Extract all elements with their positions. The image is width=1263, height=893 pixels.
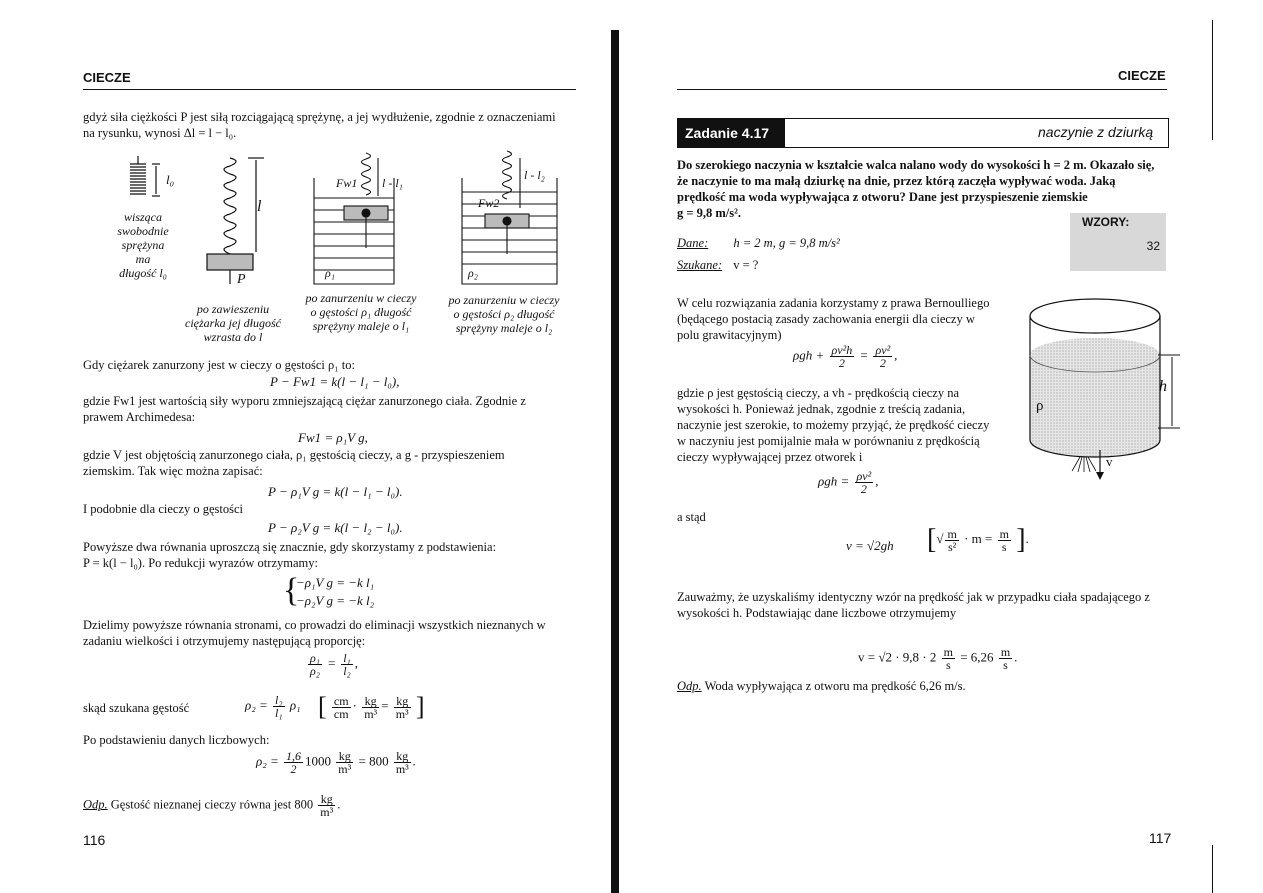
velocity-formula: v = √2gh — [846, 538, 894, 553]
right-answer: Odp. Woda wypływająca z otworu ma prędkość 6,26 m/s. — [677, 679, 966, 693]
simplified-equation: ρgh = $\frac{\text{ρv²}}{2}$ , — [818, 469, 879, 496]
left-p7: skąd szukana gęstość — [83, 701, 190, 715]
bernoulli-equation: ρgh + $\frac{\text{ρv²h}}{2}$ = $\frac{\text{ρv²}}{2}$ , — [793, 343, 898, 370]
right-p2d: w naczyniu jest pomijalnie mała w porównaniu z prędkością — [677, 434, 980, 448]
left-p3b: ziemskim. Tak więc można zapisać: — [83, 464, 263, 478]
task-text-3: prędkość ma woda wypływająca z otworu? Dane jest przyspieszenie ziemskie — [677, 190, 1088, 204]
left-intro-line1: gdyż siła ciężkości P jest siłą rozciągającą sprężynę, a jej wydłużenie, zgodnie z oznaczeniami — [83, 110, 556, 124]
right-p1a: W celu rozwiązania zadania korzystamy z prawa Bernoulliego — [677, 296, 990, 310]
result-formula: ρ₂ = $\frac{\text{l₂}}{\text{l₁}}$ ρ₁ — [245, 693, 301, 720]
left-p4: I podobnie dla cieczy o gęstości — [83, 502, 244, 516]
numeric-result: ρ₂ = $\frac{1,6}{2}$ 1000 $\frac{kg}{\text{m³}}$ = 800 $\frac{kg}{\text{m³}}$ . — [256, 749, 417, 776]
right-margin-mark — [1212, 20, 1213, 140]
label-l0: l₀ — [166, 172, 175, 187]
left-page-number: 116 — [83, 832, 106, 848]
task-text-2: że naczynie to ma małą dziurkę na dnie, przez którą zaczęła wypływać woda. Jaką — [677, 174, 1116, 188]
right-p3a: Zauważmy, że uzyskaliśmy identyczny wzór na prędkość jak w przypadku ciała spadającego z — [677, 590, 1150, 604]
proportion: $\frac{\text{ρ₁}}{\text{ρ₂}}$ = $\frac{\text{l₁}}{\text{l₂}}$ , — [310, 651, 358, 678]
caption-immersed-1: po zanurzeniu w cieczy o gęstości ρ₁ długość sprężyny maleje o l₁ — [305, 291, 417, 333]
label-l-minus-l1: l - l₁ — [382, 176, 403, 190]
right-a-stad: a stąd — [677, 510, 706, 524]
task-topic: naczynie z dziurką — [1038, 124, 1154, 140]
label-rho1: ρ₁ — [325, 266, 335, 280]
right-p2b: wysokości h. Ponieważ jednak, zgodnie z treścią zadania, — [677, 402, 966, 416]
given-line: Dane: h = 2 m, g = 9,8 m/s² — [677, 236, 840, 250]
caption-immersed-2: po zanurzeniu w cieczy o gęstości ρ₂ długość sprężyny maleje o l₂ — [448, 293, 560, 335]
velocity-unit-check: [√ $\frac{m}{\text{s²}}$ · m = $\frac{m}{s}$ ]. — [927, 524, 1029, 555]
eq3: P − ρ₁V g = k(l − l₁ − l₀). — [268, 484, 403, 499]
left-header: CIECZE — [83, 70, 131, 85]
label-p: P — [237, 272, 246, 287]
right-p2c: naczynie jest szerokie, to możemy przyjąć, że prędkość cieczy — [677, 418, 990, 432]
task-text-1: Do szerokiego naczynia w kształcie walca nalano wody do wysokości h = 2 m. Okazało się, — [677, 158, 1155, 172]
fig-label-v: v — [1106, 454, 1113, 469]
cylinder-figure — [1020, 290, 1180, 490]
system-eq2: −ρ₂V g = −k l₂ — [296, 593, 375, 608]
system-eq1: −ρ₁V g = −k l₁ — [296, 575, 375, 590]
right-header: CIECZE — [1118, 68, 1166, 83]
label-rho2: ρ₂ — [468, 266, 478, 280]
right-p2e: cieczy wypływającej przez otworek i — [677, 450, 863, 464]
caption-free-spring: wisząca swobodnie sprężyna ma długość l₀ — [117, 210, 169, 280]
eq1: P − Fw1 = k(l − l₁ − l₀), — [270, 374, 400, 389]
fig-label-rho: ρ — [1036, 398, 1044, 414]
velocity-numeric: v = √2 · 9,8 · 2 $\frac{m}{s}$ = 6,26 $\frac{m}{s}$ . — [858, 645, 1018, 672]
book-spine — [611, 30, 619, 893]
system-brace: { — [283, 572, 300, 609]
left-p8: Po podstawieniu danych liczbowych: — [83, 733, 270, 747]
right-page-number: 117 — [1149, 830, 1172, 846]
hanging-spring-figure — [207, 158, 264, 284]
label-fw1: Fw1 — [336, 176, 358, 190]
wzory-box — [1070, 213, 1166, 271]
free-spring-figure — [130, 156, 160, 196]
eq4: P − ρ₂V g = k(l − l₂ − l₀). — [268, 520, 403, 535]
task-text-4: g = 9,8 m/s². — [677, 206, 741, 220]
caption-hanging: po zawieszeniu ciężarka jej długość wzrasta do l — [185, 302, 281, 344]
task-label: Zadanie 4.17 — [677, 118, 785, 148]
left-header-rule — [83, 89, 576, 90]
wzory-label: WZORY: — [1082, 215, 1130, 229]
right-p1c: polu grawitacyjnym) — [677, 328, 782, 342]
label-fw2: Fw2 — [478, 196, 500, 210]
left-p2a: gdzie Fw1 jest wartością siły wyporu zmniejszającą ciężar zanurzonego ciała. Zgodnie z — [83, 394, 526, 408]
left-p6b: zadaniu wielkości i otrzymujemy następującą proporcję: — [83, 634, 366, 648]
left-p5a: Powyższe dwa równania uproszczą się znacznie, gdy skorzystamy z podstawienia: — [83, 540, 497, 554]
right-header-rule — [677, 89, 1167, 90]
left-p1: Gdy ciężarek zanurzony jest w cieczy o gęstości ρ₁ to: — [83, 358, 355, 372]
left-intro-line2: na rysunku, wynosi Δl = l − l₀. — [83, 126, 237, 140]
right-p2a: gdzie ρ jest gęstością cieczy, a vh - prędkością cieczy na — [677, 386, 960, 400]
right-p1b: (będącego postacią zasady zachowania energii dla cieczy w — [677, 312, 975, 326]
unknown-line: Szukane: v = ? — [677, 258, 759, 272]
right-margin-mark-bottom — [1212, 845, 1213, 893]
left-p3a: gdzie V jest objętością zanurzonego ciała, ρ₁ gęstością cieczy, a g - przyspieszeniem — [83, 448, 505, 462]
right-p3b: wysokości h. Podstawiając dane liczbowe otrzymujemy — [677, 606, 957, 620]
fig-label-h: h — [1159, 378, 1167, 395]
left-p6a: Dzielimy powyższe równania stronami, co prowadzi do eliminacji wszystkich nieznanych w — [83, 618, 546, 632]
immersed-spring-figure-1 — [314, 153, 394, 284]
left-p2b: prawem Archimedesa: — [83, 410, 196, 424]
eq2: Fw1 = ρ₁V g, — [298, 430, 368, 445]
label-l-minus-l2: l - l₂ — [524, 168, 545, 182]
left-p5b: P = k(l − l₀). Po redukcji wyrazów otrzymamy: — [83, 556, 318, 570]
label-l: l — [257, 198, 262, 215]
unit-check: [ $\frac{cm}{cm}$ · $\frac{kg}{\text{m³}}$ = $\frac{kg}{\text{m³}}$ ] — [318, 692, 425, 721]
left-answer: Odp. Gęstość nieznanej cieczy równa jest 800 $\frac{kg}{\text{m³}}$ . — [83, 792, 341, 819]
wzory-number: 32 — [1146, 239, 1160, 253]
